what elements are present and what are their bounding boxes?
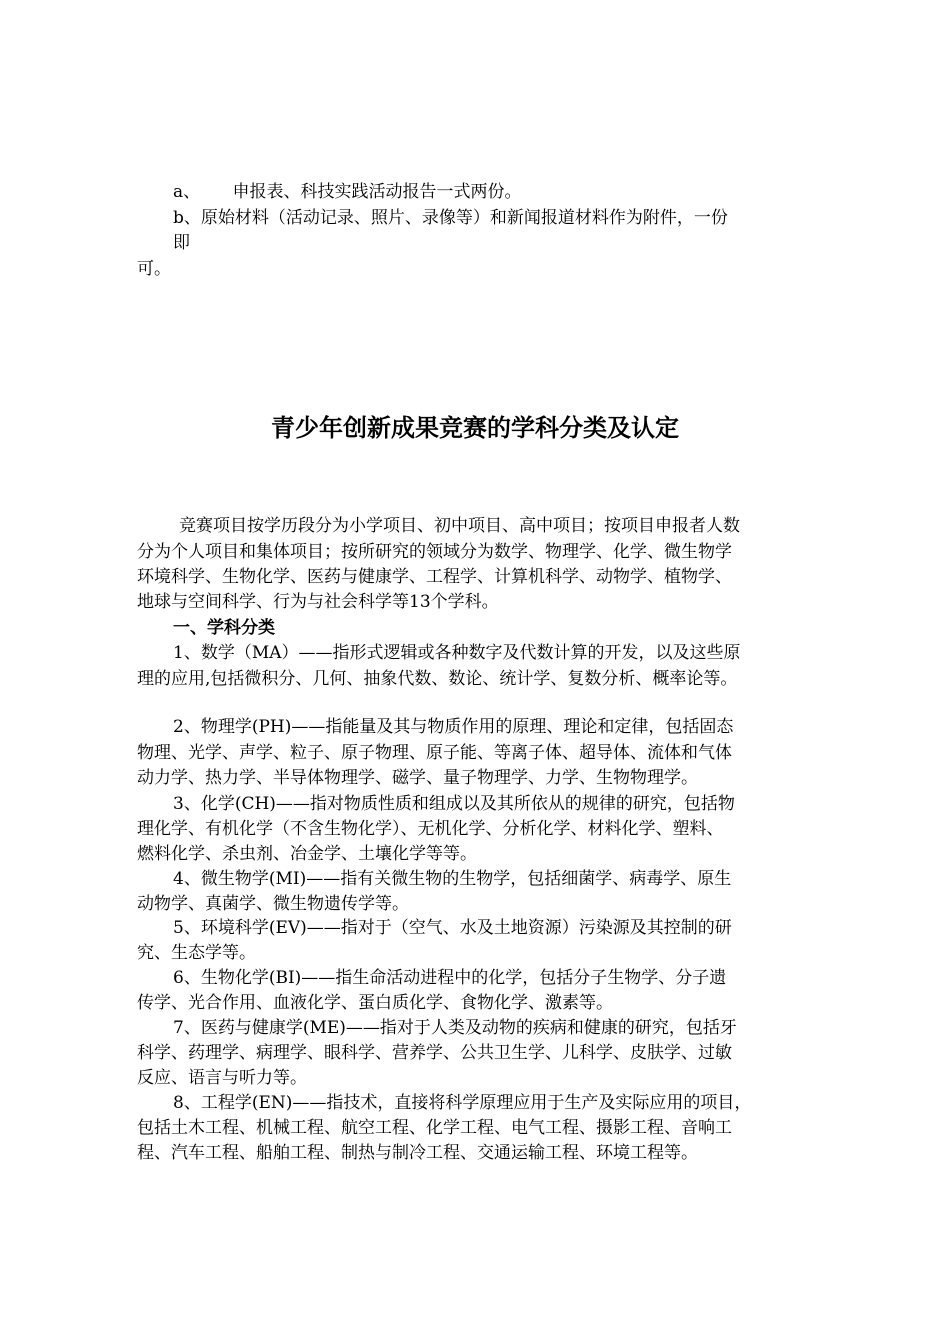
section-heading: 一、学科分类 [173, 618, 275, 638]
list-item-b-line3: 可。 [137, 259, 171, 279]
item-4-line-2: 动物学、真菌学、微生物遗传学等。 [137, 894, 409, 914]
intro-line-2: 分为个人项目和集体项目；按所研究的领域分为数学、物理学、化学、微生物学 [137, 542, 732, 562]
item-1-line-2: 理的应用,包括微积分、几何、抽象代数、数论、统计学、复数分析、概率论等。 [137, 669, 738, 689]
item-8-line-1: 8、工程学(EN)——指技术，直接将科学原理应用于生产及实际应用的项目， [173, 1093, 752, 1113]
item-4-line-1: 4、微生物学(MI)——指有关微生物的生物学，包括细菌学、病毒学、原生 [173, 869, 732, 889]
item-2-line-2: 物理、光学、声学、粒子、原子物理、原子能、等离子体、超导体、流体和气体 [137, 743, 732, 763]
item-1-line-1: 1、数学（MA）——指形式逻辑或各种数字及代数计算的开发，以及这些原 [173, 643, 741, 663]
item-7-line-2: 科学、药理学、病理学、眼科学、营养学、公共卫生学、儿科学、皮肤学、过敏 [137, 1043, 732, 1063]
item-3-line-3: 燃料化学、杀虫剂、冶金学、土壤化学等等。 [137, 844, 477, 864]
item-8-line-3: 程、汽车工程、船舶工程、制热与制冷工程、交通运输工程、环境工程等。 [137, 1143, 698, 1163]
intro-line-3: 环境科学、生物化学、医药与健康学、工程学、计算机科学、动物学、植物学、 [137, 567, 732, 587]
item-8-line-2: 包括土木工程、机械工程、航空工程、化学工程、电气工程、摄影工程、音响工 [137, 1118, 732, 1138]
item-6-line-2: 传学、光合作用、血液化学、蛋白质化学、食物化学、激素等。 [137, 993, 613, 1013]
list-item-b-line1: b、原始材料（活动记录、照片、录像等）和新闻报道材料作为附件，一份 [173, 208, 728, 228]
intro-line-1: 竞赛项目按学历段分为小学项目、初中项目、高中项目；按项目申报者人数 [179, 516, 740, 536]
item-2-line-3: 动力学、热力学、半导体物理学、磁学、量子物理学、力学、生物物理学。 [137, 768, 698, 788]
document-title: 青少年创新成果竞赛的学科分类及认定 [271, 414, 679, 442]
item-2-line-1: 2、物理学(PH)——指能量及其与物质作用的原理、理论和定律，包括固态 [173, 717, 734, 737]
item-5-line-1: 5、环境科学(EV)——指对于（空气、水及土地资源）污染源及其控制的研 [173, 918, 732, 938]
item-3-line-2: 理化学、有机化学（不含生物化学）、无机化学、分析化学、材料化学、塑料、 [137, 819, 724, 839]
item-6-line-1: 6、生物化学(BI)——指生命活动进程中的化学，包括分子生物学、分子遗 [173, 968, 727, 988]
item-7-line-3: 反应、语言与听力等。 [137, 1068, 307, 1088]
intro-line-4: 地球与空间科学、行为与社会科学等13个学科。 [137, 592, 499, 612]
item-5-line-2: 究、生态学等。 [137, 943, 256, 963]
list-item-a: a、 申报表、科技实践活动报告一式两份。 [173, 182, 522, 202]
item-3-line-1: 3、化学(CH)——指对物质性质和组成以及其所依从的规律的研究，包括物 [173, 794, 735, 814]
list-item-b-line2: 即 [173, 233, 190, 253]
item-7-line-1: 7、医药与健康学(ME)——指对于人类及动物的疾病和健康的研究，包括牙 [173, 1018, 737, 1038]
